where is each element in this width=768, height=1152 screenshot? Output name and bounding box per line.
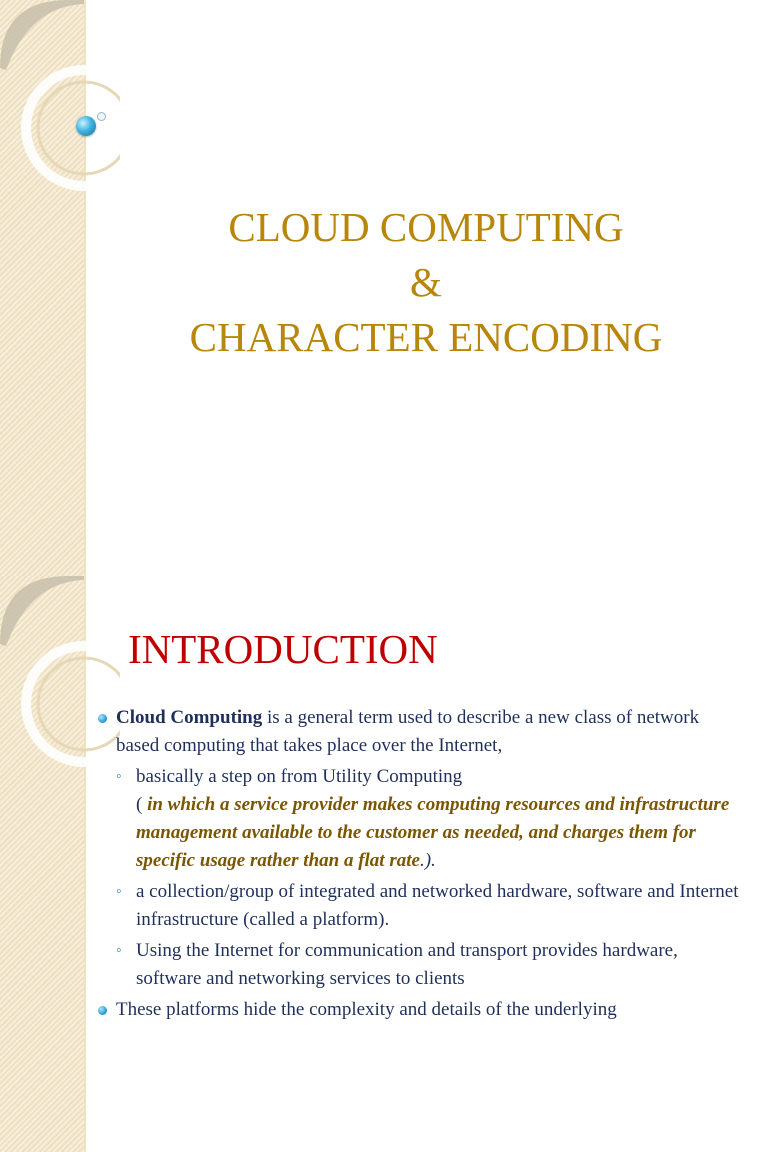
paren-open: ( bbox=[136, 794, 148, 815]
paren-close: .). bbox=[419, 850, 436, 871]
blue-bead-icon bbox=[76, 116, 96, 136]
bullet-item bbox=[96, 704, 746, 760]
bold-term: Cloud Computing bbox=[116, 707, 263, 728]
slide-title bbox=[84, 200, 768, 365]
title-line-2: & bbox=[410, 259, 442, 305]
sub-bullet-item: ◦ Using the Internet for communication and transport provides hardware, software and networking services to clients bbox=[96, 937, 746, 993]
title-line-1: CLOUD COMPUTING bbox=[228, 204, 624, 250]
sub-bullet-item: ◦ a collection/group of integrated and networked hardware, software and Internet infrastructure (called a platform). bbox=[96, 878, 746, 934]
sub-bullet-text: ◦ basically a step on from Utility Computing bbox=[136, 766, 463, 787]
slide-heading: INTRODUCTION bbox=[128, 626, 438, 672]
decorative-arcs bbox=[0, 0, 120, 200]
slide-body bbox=[96, 704, 746, 1027]
emphasis-text: in which a service provider makes computing resources and infrastructure management available to the customer as needed, and charges them for specific usage rather than a flat rate bbox=[136, 794, 730, 871]
sub-bullet-item bbox=[96, 763, 746, 875]
introduction-slide bbox=[0, 576, 768, 1152]
small-ring-icon bbox=[97, 112, 106, 121]
bullet-item: These platforms hide the complexity and details of the underlying bbox=[96, 996, 746, 1024]
bullet-text: is a general term used to describe a new class of network based computing that takes place over the Internet, bbox=[116, 707, 700, 756]
title-line-3: CHARACTER ENCODING bbox=[189, 314, 663, 360]
